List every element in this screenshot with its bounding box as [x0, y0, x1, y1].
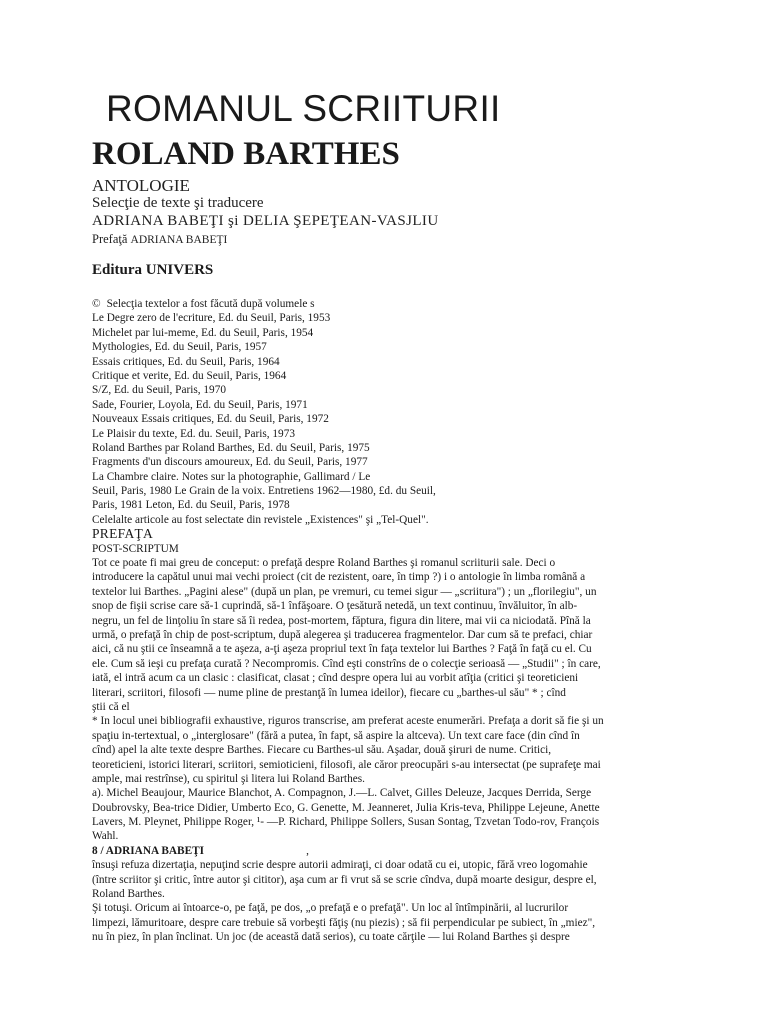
document-body [92, 297, 712, 945]
section-heading: PREFAŢA [92, 526, 154, 542]
text-line: Şi totuşi. Oricum ai întoarce-o, pe faţă, pe dos, „o prefaţă e o prefaţă". Un loc al întîmpinării, al lucrurilor [92, 902, 569, 915]
footnote-line: a). Michel Beaujour, Maurice Blanchot, A. Compagnon, J.—L. Calvet, Gilles Deleuze, Jacques Derrida, Serge [92, 787, 592, 800]
page-marker: 8 / ADRIANA BABEŢI [92, 844, 205, 857]
footnote-line: teoreticieni, istorici literari, scriitori, semioticieni, filosofi, ale căror preocupări s-au intersectat (pe suprafeţe mai [92, 758, 601, 771]
footnote-line: Wahl. [92, 830, 119, 843]
footnote-line: ample, mai restrînse), cu spiritul şi litera lui Roland Barthes. [92, 772, 365, 785]
source-item: Nouveaux Essais critiques, Ed. du Seuil, Paris, 1972 [92, 413, 329, 426]
source-item: S/Z, Ed. du Seuil, Paris, 1970 [92, 384, 226, 397]
source-item: Sade, Fourier, Loyola, Ed. du Seuil, Paris, 1971 [92, 398, 308, 411]
text-line: ştii că el [92, 700, 130, 713]
sources-list [92, 311, 712, 527]
page-marker-tick: , [306, 844, 309, 857]
book-subtitle: ANTOLOGIE [92, 176, 190, 195]
text-line: Roland Barthes. [92, 888, 165, 901]
source-item: Mythologies, Ed. du Seuil, Paris, 1957 [92, 341, 267, 354]
text-line: Tot ce poate fi mai greu de conceput: o prefaţă despre Roland Barthes şi romanul scriiturii sale. Deci o [92, 557, 556, 570]
text-line: aici, că nu ştii ce înseamnă a te aşeza, a-ţi aşeza propriul text în faţa textelor lui Barthes ? Faţă în faţă cu el. Cu [92, 643, 592, 656]
text-line: textelor lui Barthes. „Pagini alese" (după un plan, pe vremuri, cu temei sigur — „scriitura") ; un „florilegiu", un [92, 585, 597, 598]
source-item: La Chambre claire. Notes sur la photographie, Gallimard / Le [92, 470, 371, 483]
text-line: urmă, o prefaţă în chip de post-scriptum, după alegerea şi traducerea fragmentelor. Dar cum să te prefaci, chiar [92, 628, 593, 641]
source-item: Le Plaisir du texte, Ed. du. Seuil, Paris, 1973 [92, 427, 296, 440]
text-line: snop de fişii scrise care să-1 cuprindă, să-1 înfăşoare. O ţesătură netedă, un text continuu, învăluitor, în alb- [92, 600, 578, 613]
text-line: ele. Cum să ieşi cu prefaţa curată ? Necompromis. Cînd eşti constrîns de o colecţie serioasă — „Studii" ; în care, [92, 657, 601, 670]
text-line: nu în piez, în plan înclinat. Un joc (de această dată serios), cu toate cărţile — lui Roland Barthes şi despre [92, 931, 570, 944]
source-item: Celelalte articole au fost selectate din revistele „Existences" şi „Tel-Quel". [92, 513, 429, 526]
publisher-name: Editura UNIVERS [92, 262, 214, 278]
footnote-line: Lavers, M. Pleynet, Philippe Roger, ¹- —P. Richard, Philippe Sollers, Susan Sontag, Tzvetan Todo-rov, François [92, 816, 600, 829]
source-item: Essais critiques, Ed. du Seuil, Paris, 1964 [92, 355, 280, 368]
footnote [92, 714, 712, 844]
continuation-paragraph [92, 858, 712, 944]
text-line: literari, scriitori, filosofi — nume pline de prestanţă în lumea ideilor), fiecare cu „barthes-ul său" * ; cînd [92, 686, 566, 699]
copyright-line [92, 297, 712, 311]
preface-author: ADRIANA BABEŢI [130, 234, 228, 246]
text-line: (între scriitor şi critic, între autor şi cititor), aşa cum ar fi vrut să se scrie cîndva, după moarte desigur, despre el, [92, 873, 597, 886]
text-line: negru, un fel de linţoliu în stare să îi redea, post-mortem, făptura, figura din litere, mai vii ca niciodată. Pînă la [92, 614, 591, 627]
text-line: limpezi, lămuritoare, despre care trebuie să vorbeşti făţiş (nu piezis) ; să fii perpendicular pe subiect, în „miez", [92, 916, 596, 929]
selection-note: Selecţie de texte şi traducere [92, 195, 264, 211]
preface-label: Prefaţă [92, 232, 128, 246]
copyright-icon: © [92, 298, 101, 310]
author-name: ROLAND BARTHES [92, 136, 400, 172]
footnote-line: Doubrovsky, Bea-trice Didier, Umberto Eco, G. Genette, M. Jeanneret, Julia Kris-teva, Philippe Lejeune, Anette [92, 801, 600, 814]
footnote-line: spaţiu in-tertextual, o „interglosare" (fără a putea, în fapt, să aspire la altceva). Un text care face (din cînd în [92, 729, 580, 742]
text-line: introducere la capătul unui mai vechi proiect (cit de rezistent, oare, în timp ?) i o antologie în limba română a [92, 571, 586, 584]
source-item: Critique et verite, Ed. du Seuil, Paris, 1964 [92, 369, 287, 382]
copyright-text: Selecţia textelor a fost făcută după volumele s [106, 298, 315, 310]
page-marker-line [92, 844, 712, 858]
footnote-line: * In locul unei bibliografii exhaustive, riguros transcrise, am preferat aceste enumerări. Prefaţa a dorit să fie şi un [92, 715, 604, 728]
text-line: însuşi refuza dizertaţia, nepuţind scrie despre autorii admiraţi, ci doar odată cu ei, utopic, fără vreo logomahie [92, 859, 588, 872]
preface-paragraph [92, 556, 712, 714]
source-item: Paris, 1981 Leton, Ed. du Seuil, Paris, 1978 [92, 499, 290, 512]
footnote-line: cînd) apel la alte texte despre Barthes. Fiecare cu Barthes-ul său. Aşadar, două şiruri de nume. Critici, [92, 744, 552, 757]
source-item: Le Degre zero de l'ecriture, Ed. du Seuil, Paris, 1953 [92, 312, 331, 325]
section-subheading: POST-SCRIPTUM [92, 542, 179, 555]
translators-line: ADRIANA BABEŢI şi DELIA ŞEPEŢEAN-VASJLIU [92, 213, 439, 229]
book-title: ROMANUL SCRIITURII [106, 88, 501, 129]
source-item: Fragments d'un discours amoureux, Ed. du Seuil, Paris, 1977 [92, 456, 368, 469]
source-item: Roland Barthes par Roland Barthes, Ed. du Seuil, Paris, 1975 [92, 441, 370, 454]
preface-credit [92, 232, 227, 247]
source-item: Seuil, Paris, 1980 Le Grain de la voix. Entretiens 1962—1980, £d. du Seuil, [92, 485, 436, 498]
source-item: Michelet par lui-meme, Ed. du Seuil, Paris, 1954 [92, 326, 314, 339]
text-line: iată, el intră acum ca un clasic : clasificat, clasat ; cînd despre opera lui au vorbit atîţia (critici şi teoreticieni [92, 672, 579, 685]
